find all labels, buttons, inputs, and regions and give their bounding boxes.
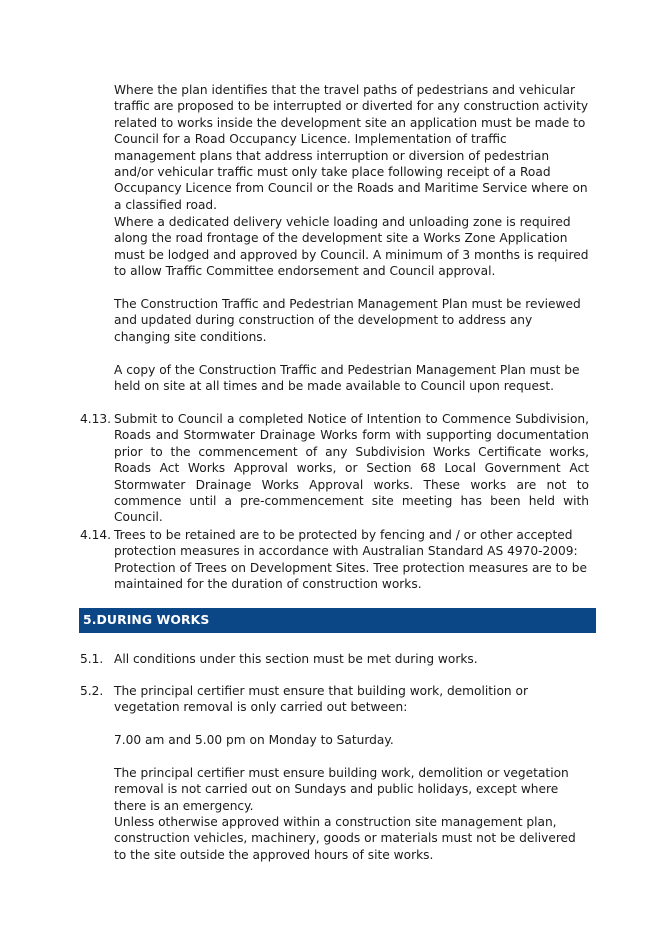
section-header-during-works	[79, 608, 596, 633]
item-text-5-2: The principal certifier must ensure that building work, demolition or vegetation removal is only carried out between:	[114, 684, 528, 715]
item-number-5-1: 5.1.	[80, 652, 104, 666]
item-text-5-1: All conditions under this section must be met during works.	[114, 652, 478, 666]
section-title: 5.DURING WORKS	[83, 612, 210, 627]
paragraph-works-zone: Where a dedicated delivery vehicle loading and unloading zone is required along the road frontage of the development site a Works Zone Application must be lodged and approved by Council. A minimum of 3 months is required to allow Traffic Committee endorsement and Council approval.	[114, 215, 589, 279]
paragraph-road-occupancy-licence: Where the plan identifies that the travel paths of pedestrians and vehicular traffic are proposed to be interrupted or diverted for any construction activity related to works inside the development site an application must be made to Council for a Road Occupancy Licence. Implementation of traffic management plans that address interruption or diversion of pedestrian and/or vehicular traffic must only take place following receipt of a Road Occupancy Licence from Council or the Roads and Maritime Service where on a classified road.	[114, 83, 589, 212]
paragraph-plan-copy: A copy of the Construction Traffic and Pedestrian Management Plan must be held on site at all times and be made available to Council upon request.	[114, 363, 580, 394]
paragraph-plan-review: The Construction Traffic and Pedestrian Management Plan must be reviewed and updated during construction of the development to address any changing site conditions.	[114, 297, 581, 344]
paragraph-deliveries: Unless otherwise approved within a construction site management plan, construction vehicles, machinery, goods or materials must not be delivered to the site outside the approved hours of site works.	[114, 815, 576, 862]
item-text-4-13: Submit to Council a completed Notice of Intention to Commence Subdivision, Roads and Stormwater Drainage Works form with supporting documentation prior to the commencement of any Subdivision Works Certificate works, Roads Act Works Approval works, or Section 68 Local Government Act Stormwater Drainage Works Approval works. These works are not to commence until a pre-commencement site meeting has been held with Council.	[114, 412, 589, 525]
item-number-4-14: 4.14.	[80, 528, 112, 542]
item-number-4-13: 4.13.	[80, 412, 112, 426]
paragraph-sundays-holidays: The principal certifier must ensure building work, demolition or vegetation removal is not carried out on Sundays and public holidays, except where there is an emergency.	[114, 766, 569, 813]
paragraph-work-hours: 7.00 am and 5.00 pm on Monday to Saturday.	[114, 733, 394, 747]
item-number-5-2: 5.2.	[80, 684, 104, 698]
item-text-4-14: Trees to be retained are to be protected by fencing and / or other accepted protection measures in accordance with Australian Standard AS 4970-2009: Protection of Trees on Development Sites. Tree protection measures are to be maintained for the duration of construction works.	[114, 528, 587, 592]
